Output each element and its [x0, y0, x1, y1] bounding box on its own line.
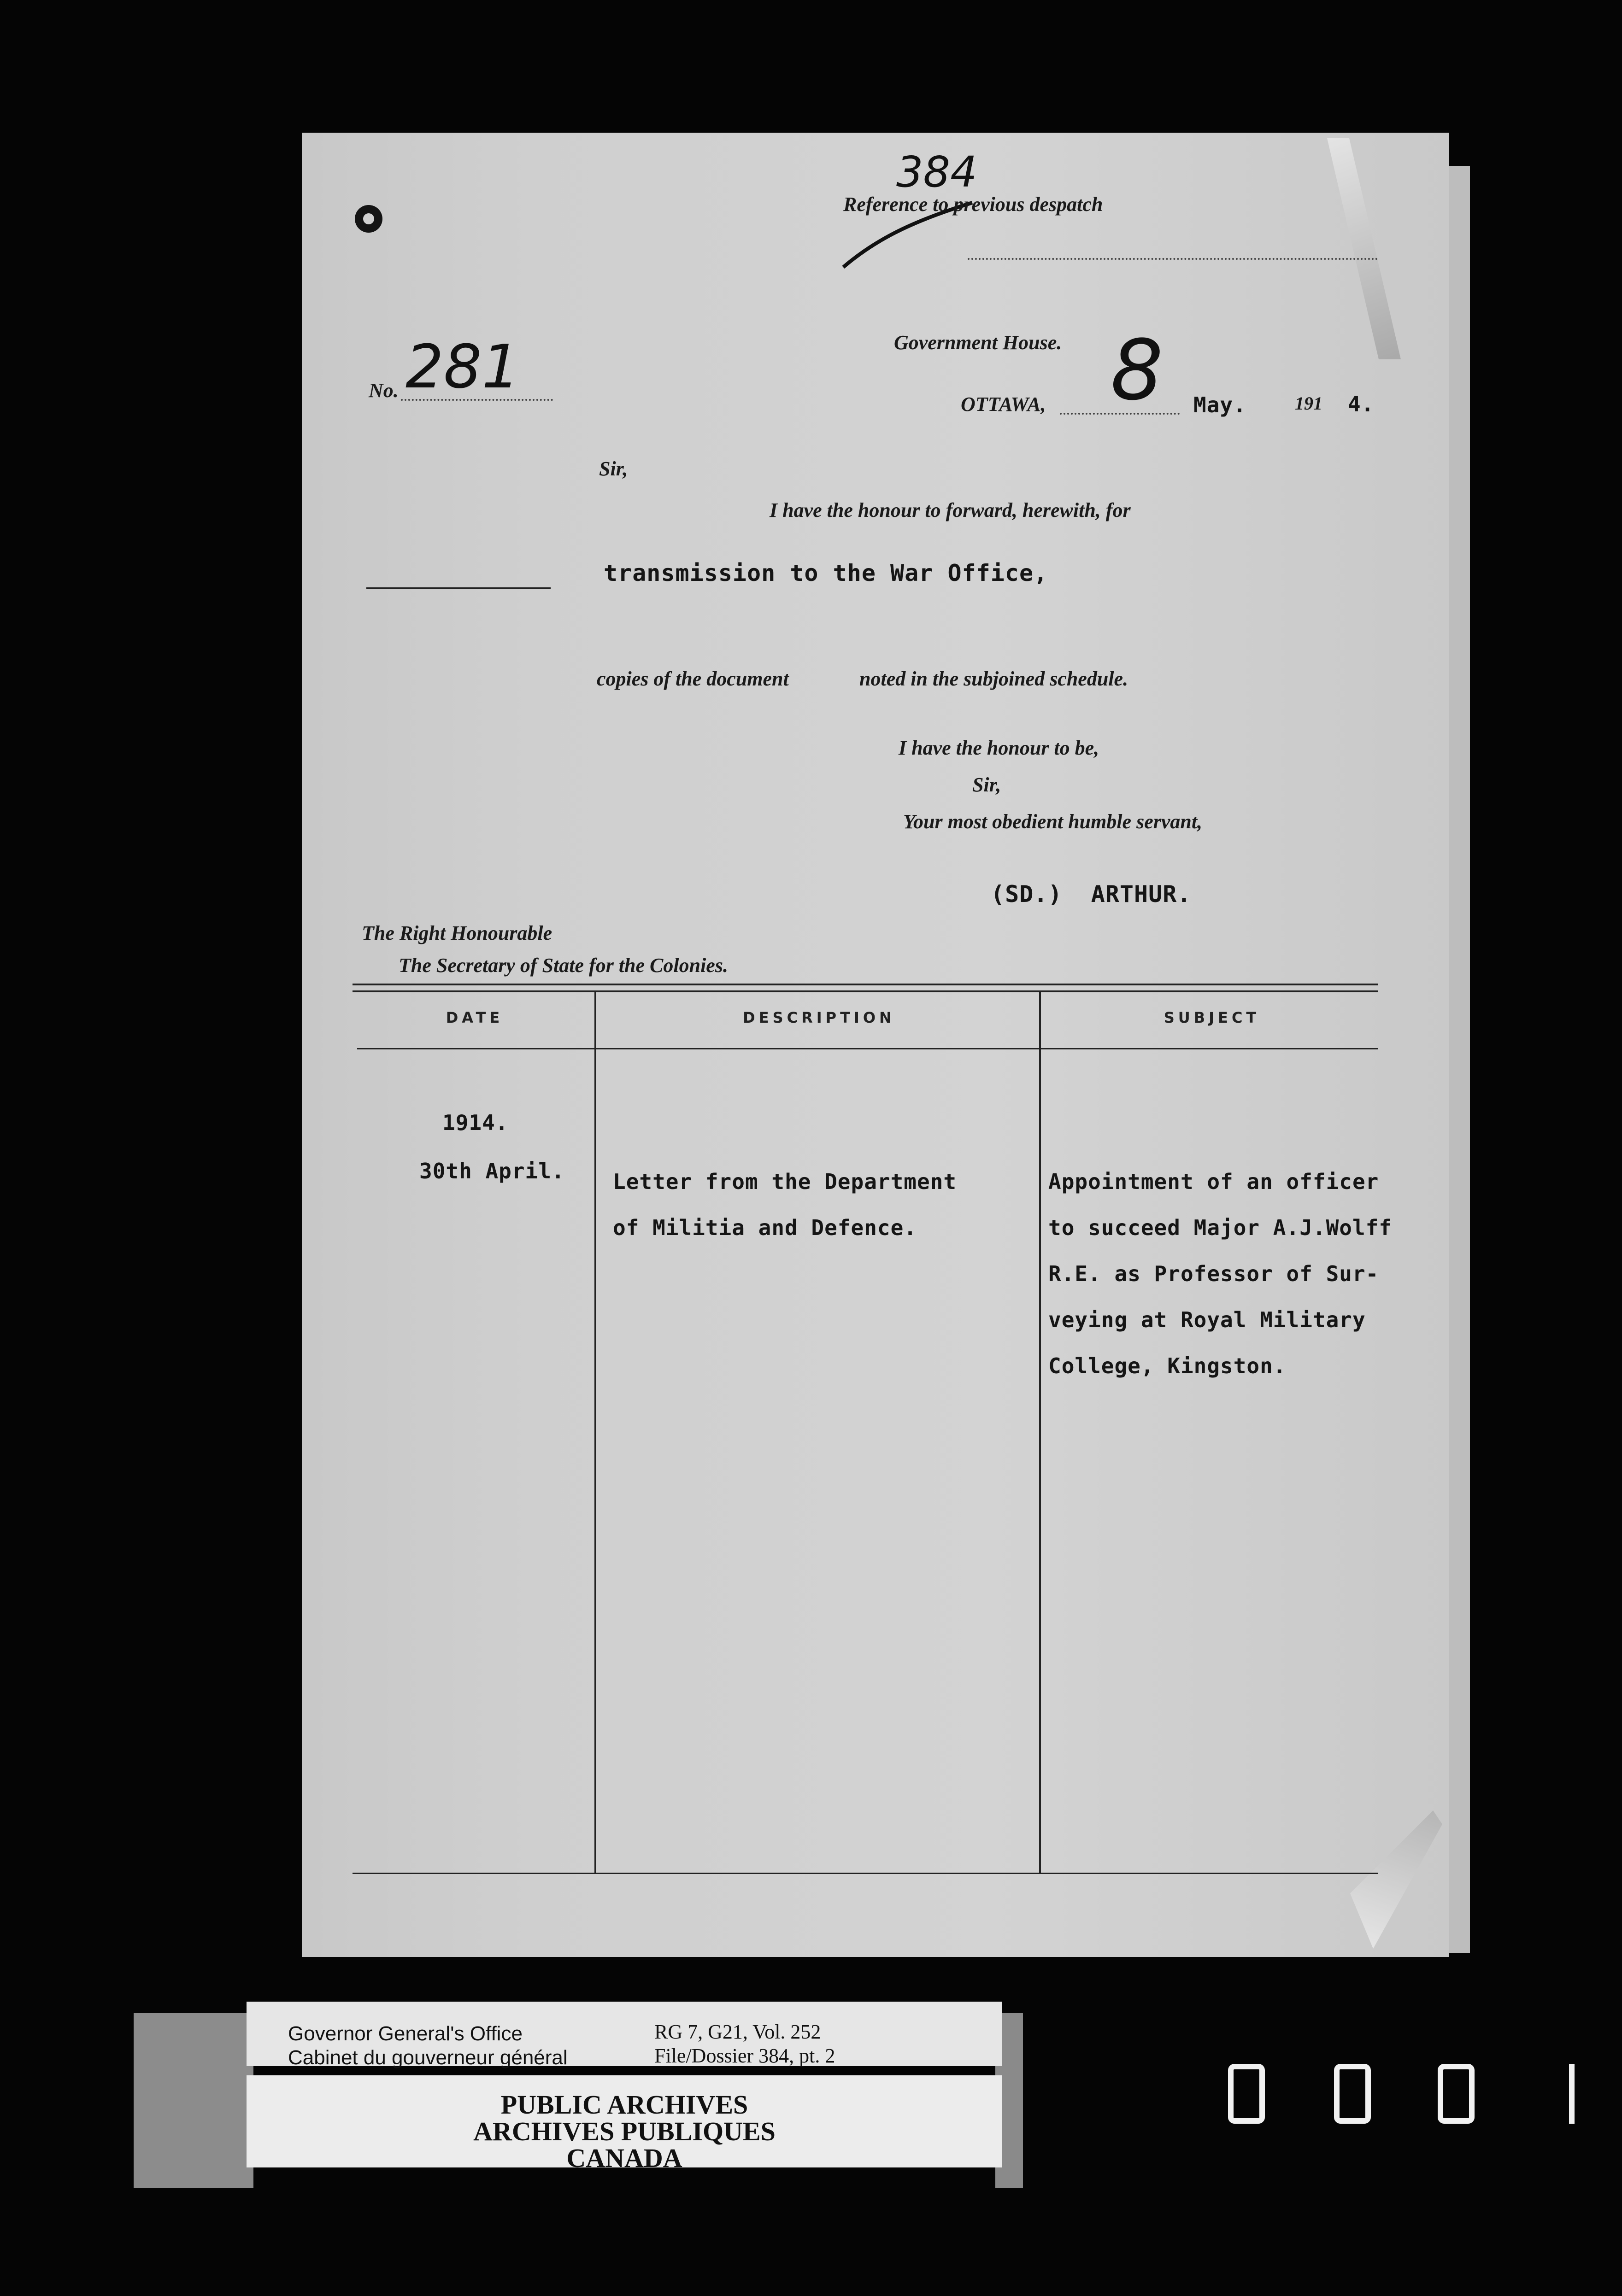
government-house-label: Government House.	[894, 331, 1062, 354]
letter-line-2a: copies of the document	[597, 668, 789, 690]
label-backing-left	[134, 2013, 253, 2188]
letter-line-1: I have the honour to forward, herewith, for	[770, 499, 1131, 521]
signature: (SD.) ARTHUR.	[991, 881, 1192, 908]
frame-digit	[1569, 2064, 1575, 2124]
frame-digit	[1438, 2064, 1475, 2124]
closing-line-1: I have the honour to be,	[899, 737, 1099, 759]
reference-dotted-line	[968, 258, 1378, 260]
letter-line-2b: noted in the subjoined schedule.	[859, 668, 1128, 690]
description-line: Letter from the Department	[613, 1169, 957, 1194]
subject-line: College, Kingston.	[1048, 1353, 1287, 1378]
column-header-subject: SUBJECT	[1164, 1009, 1260, 1026]
record-group-ref: RG 7, G21, Vol. 252	[654, 2021, 821, 2043]
subject-cell	[1048, 1159, 1392, 1389]
date-day: 30th April.	[419, 1159, 565, 1183]
no-label: No.	[369, 379, 399, 402]
addressee-line-1: The Right Honourable	[362, 922, 552, 944]
public-archives-text	[247, 2091, 1002, 2172]
office-english: Governor General's Office	[288, 2022, 523, 2045]
description-line: of Militia and Defence.	[613, 1215, 917, 1240]
description-cell	[613, 1159, 957, 1251]
closing-line-3: Your most obedient humble servant,	[903, 810, 1203, 833]
pa-line-3: CANADA	[566, 2143, 682, 2173]
table-top-rule-1	[353, 984, 1378, 985]
frame-digit	[1228, 2064, 1265, 2124]
column-divider-1	[594, 990, 596, 1873]
file-dossier-ref: File/Dossier 384, pt. 2	[654, 2044, 835, 2067]
subject-line: veying at Royal Military	[1048, 1307, 1366, 1332]
month-value: May.	[1193, 392, 1246, 417]
pa-line-1: PUBLIC ARCHIVES	[500, 2090, 748, 2120]
purpose-typed: transmission to the War Office,	[604, 560, 1048, 586]
column-header-description: DESCRIPTION	[743, 1009, 895, 1026]
table-top-rule-2	[353, 990, 1378, 992]
date-year: 1914.	[442, 1110, 509, 1135]
punch-hole-icon	[355, 205, 382, 233]
handwritten-file-number: 384	[896, 147, 977, 197]
subject-line: to succeed Major A.J.Wolff	[1048, 1215, 1393, 1240]
closing-line-2: Sir,	[972, 773, 1001, 796]
reference-label: Reference to previous despatch	[843, 193, 1103, 216]
column-divider-2	[1039, 990, 1041, 1873]
year-prefix: 191	[1295, 393, 1322, 414]
city-label: OTTAWA,	[961, 393, 1046, 416]
handwritten-despatch-number: 281	[406, 332, 520, 402]
header-rule	[357, 1048, 1378, 1049]
salutation: Sir,	[599, 457, 628, 480]
subject-line: Appointment of an officer	[1048, 1169, 1379, 1194]
no-dotted-line	[401, 399, 553, 401]
office-french: Cabinet du gouverneur général	[288, 2046, 568, 2069]
margin-rule	[366, 587, 551, 589]
frame-digit	[1334, 2064, 1371, 2124]
subject-line: R.E. as Professor of Sur-	[1048, 1261, 1379, 1286]
addressee-line-2: The Secretary of State for the Colonies.	[399, 954, 728, 977]
document-page	[302, 133, 1449, 1957]
table-bottom-rule	[353, 1873, 1378, 1874]
year-suffix: 4.	[1348, 392, 1375, 416]
handwritten-day: 8	[1111, 322, 1164, 419]
column-header-date: DATE	[446, 1009, 504, 1026]
pa-line-2: ARCHIVES PUBLIQUES	[473, 2116, 776, 2146]
